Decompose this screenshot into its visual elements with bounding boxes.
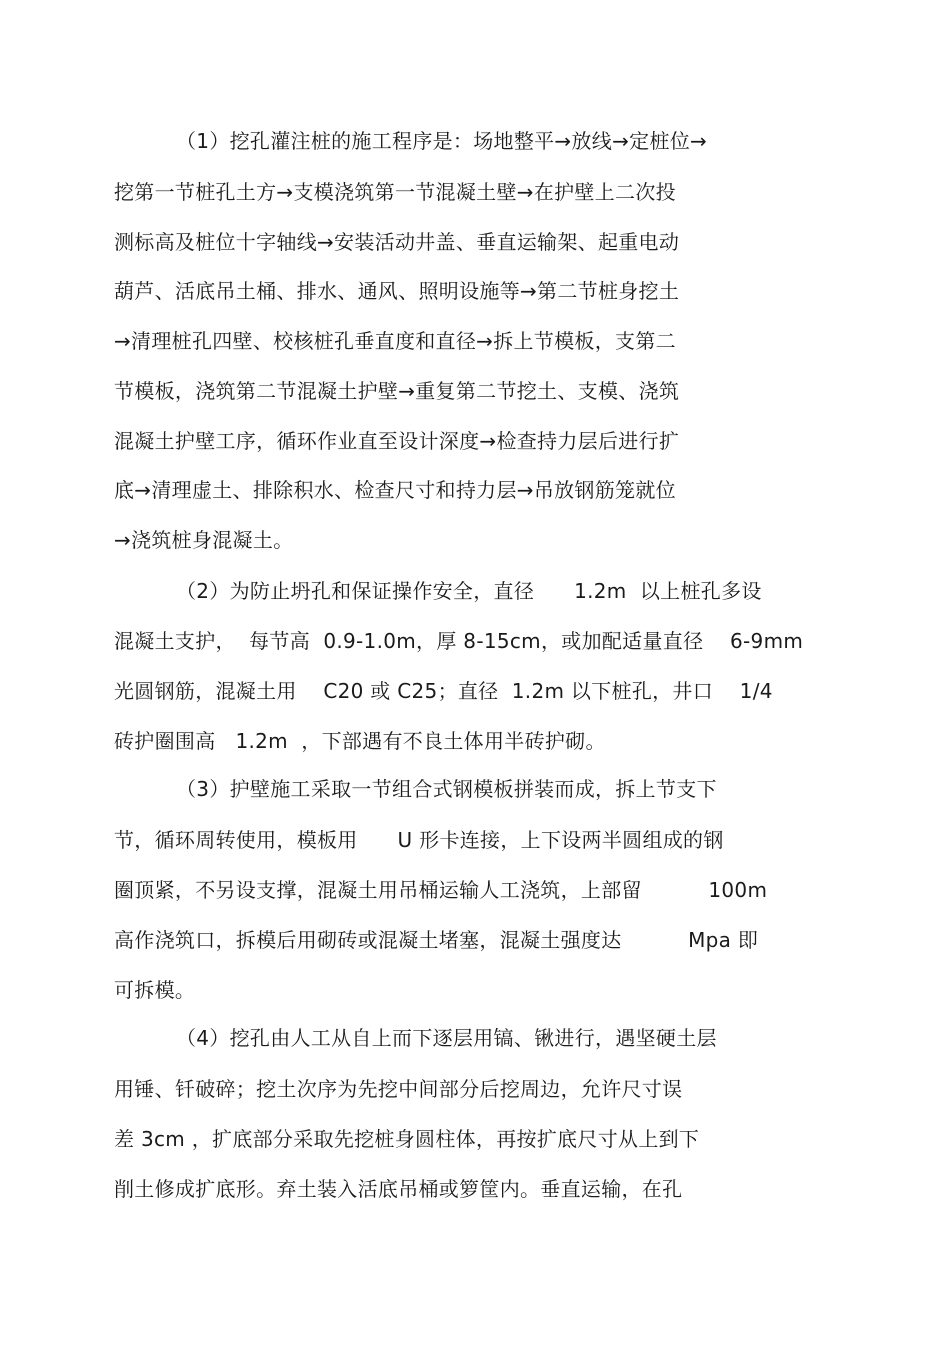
text-line: 高作浇筑口，拆模后用砌砖或混凝土堵塞，混凝土强度达 Mpa 即 <box>114 928 759 952</box>
text-line: 可拆模。 <box>114 978 196 1002</box>
text-line: （1）挖孔灌注桩的施工程序是：场地整平→放线→定桩位→ <box>176 129 708 153</box>
text-line: 挖第一节桩孔土方→支模浇筑第一节混凝土壁→在护壁上二次投 <box>114 180 676 204</box>
text-line: →清理桩孔四壁、校核桩孔垂直度和直径→拆上节模板，支第二 <box>114 329 676 353</box>
text-line: 差 3cm ，扩底部分采取先挖桩身圆柱体，再按扩底尺寸从上到下 <box>114 1127 700 1151</box>
text-line: （4）挖孔由人工从自上而下逐层用镐、锹进行，遇坚硬土层 <box>176 1026 717 1050</box>
text-line: 削土修成扩底形。弃土装入活底吊桶或箩筐内。垂直运输，在孔 <box>114 1177 683 1201</box>
text-line: 混凝土支护， 每节高 0.9-1.0m，厚 8-15cm，或加配适量直径 6-9mm <box>114 629 804 653</box>
text-line: 圈顶紧，不另设支撑，混凝土用吊桶运输人工浇筑，上部留 100m <box>114 878 768 902</box>
text-line: 光圆钢筋，混凝土用 C20 或 C25；直径 1.2m 以下桩孔，井口 1/4 <box>114 679 773 703</box>
text-line: 节，循环周转使用，模板用 U 形卡连接，上下设两半圆组成的钢 <box>114 828 724 852</box>
text-line: 砖护圈围高 1.2m ，下部遇有不良土体用半砖护砌。 <box>114 729 606 753</box>
text-line: 底→清理虚土、排除积水、检查尺寸和持力层→吊放钢筋笼就位 <box>114 478 676 502</box>
text-line: 节模板，浇筑第二节混凝土护壁→重复第二节挖土、支模、浇筑 <box>114 379 680 403</box>
text-line: 葫芦、活底吊土桶、排水、通风、照明设施等→第二节桩身挖土 <box>114 279 680 303</box>
text-line: 用锤、钎破碎；挖土次序为先挖中间部分后挖周边，允许尺寸误 <box>114 1077 683 1101</box>
text-line: （2）为防止坍孔和保证操作安全，直径 1.2m 以上桩孔多设 <box>176 579 762 603</box>
text-line: →浇筑桩身混凝土。 <box>114 528 294 552</box>
text-line: （3）护壁施工采取一节组合式钢模板拼装而成，拆上节支下 <box>176 777 717 801</box>
text-line: 测标高及桩位十字轴线→安装活动井盖、垂直运输架、起重电动 <box>114 230 680 254</box>
text-line: 混凝土护壁工序，循环作业直至设计深度→检查持力层后进行扩 <box>114 429 680 453</box>
